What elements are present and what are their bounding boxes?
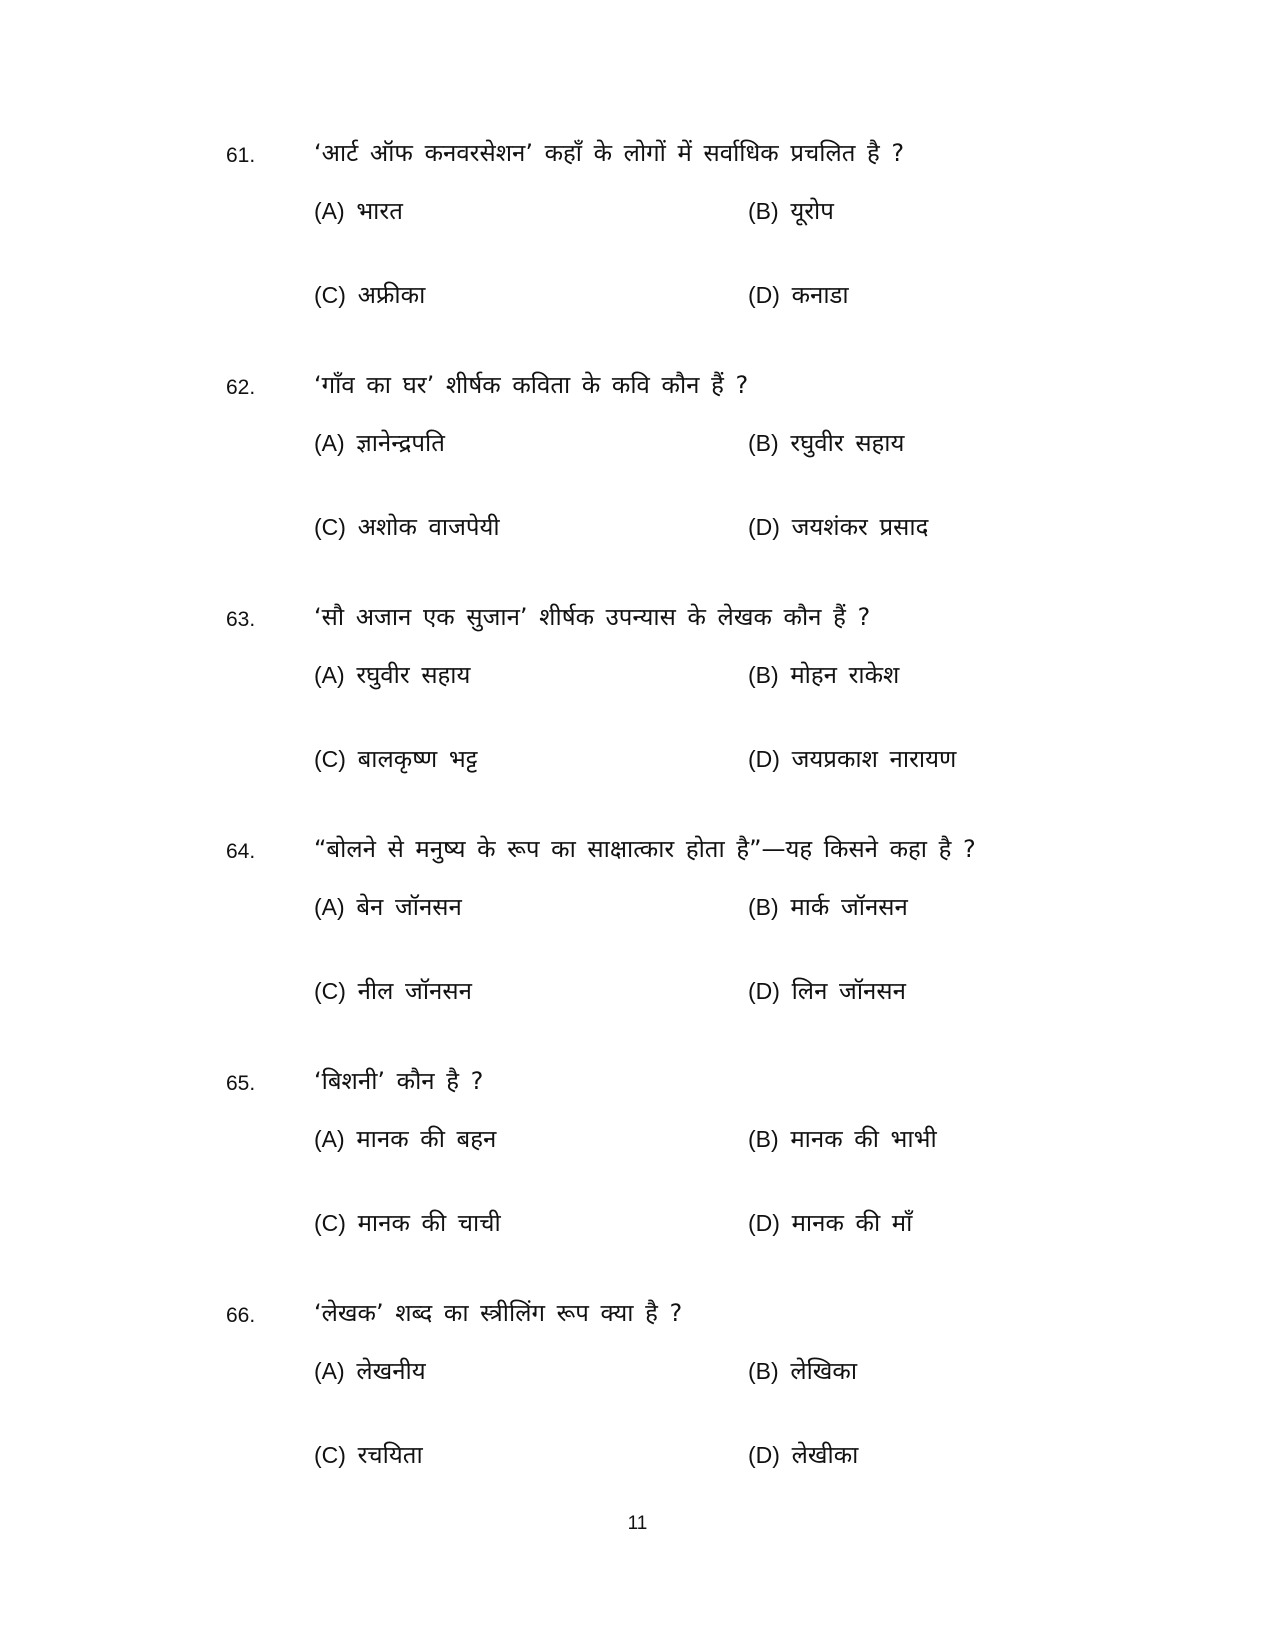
question-text: ‘बिशनी’ कौन है ? <box>314 1067 484 1095</box>
option-text: अशोक वाजपेयी <box>357 513 500 541</box>
question-text: “बोलने से मनुष्य के रूप का साक्षात्कार होता है”—यह किसने कहा है ? <box>314 835 976 863</box>
option-letter: (D) <box>748 746 780 772</box>
question-number: 61. <box>226 144 256 167</box>
option-letter: (D) <box>748 514 780 540</box>
option-letter: (D) <box>748 1210 780 1236</box>
option-text: रघुवीर सहाय <box>356 661 471 689</box>
question-61 <box>0 139 1275 372</box>
option-letter: (C) <box>314 514 346 540</box>
option-text: बेन जॉनसन <box>356 893 462 921</box>
question-63 <box>0 603 1275 836</box>
option-text: मानक की भाभी <box>790 1125 937 1153</box>
question-number: 66. <box>226 1304 256 1327</box>
option-d[interactable] <box>748 974 906 1008</box>
option-letter: (A) <box>314 1126 345 1152</box>
option-c[interactable] <box>314 1206 501 1240</box>
option-text: मोहन राकेश <box>790 661 900 689</box>
option-letter: (B) <box>748 430 779 456</box>
option-text: लेखिका <box>790 1357 858 1385</box>
option-letter: (D) <box>748 978 780 1004</box>
option-text: यूरोप <box>790 197 834 225</box>
option-letter: (C) <box>314 746 346 772</box>
option-letter: (C) <box>314 1210 346 1236</box>
option-a[interactable] <box>314 658 470 692</box>
option-b[interactable] <box>748 194 834 228</box>
option-letter: (A) <box>314 430 345 456</box>
option-b[interactable] <box>748 426 904 460</box>
option-text: लेखनीय <box>356 1357 426 1385</box>
question-number: 65. <box>226 1072 256 1095</box>
option-text: लेखीका <box>791 1441 859 1469</box>
question-text: ‘सौ अजान एक सुजान’ शीर्षक उपन्यास के लेखक कौन हैं ? <box>314 603 871 631</box>
option-letter: (B) <box>748 1126 779 1152</box>
option-a[interactable] <box>314 1354 426 1388</box>
option-b[interactable] <box>748 658 899 692</box>
option-d[interactable] <box>748 278 849 312</box>
option-letter: (C) <box>314 1442 346 1468</box>
option-b[interactable] <box>748 1354 857 1388</box>
option-text: जयशंकर प्रसाद <box>791 513 929 541</box>
option-c[interactable] <box>314 1438 423 1472</box>
option-text: मार्क जॉनसन <box>790 893 908 921</box>
option-letter: (A) <box>314 894 345 920</box>
option-text: भारत <box>356 197 403 225</box>
option-letter: (A) <box>314 198 345 224</box>
option-b[interactable] <box>748 1122 937 1156</box>
option-text: मानक की बहन <box>356 1125 497 1153</box>
question-66 <box>0 1299 1275 1532</box>
option-c[interactable] <box>314 278 425 312</box>
option-a[interactable] <box>314 426 445 460</box>
option-text: लिन जॉनसन <box>791 977 906 1005</box>
option-text: नील जॉनसन <box>357 977 472 1005</box>
option-d[interactable] <box>748 510 928 544</box>
question-number: 64. <box>226 840 256 863</box>
question-text: ‘आर्ट ऑफ कनवरसेशन’ कहाँ के लोगों में सर्वाधिक प्रचलित है ? <box>314 139 905 167</box>
option-d[interactable] <box>748 742 956 776</box>
option-b[interactable] <box>748 890 908 924</box>
option-letter: (B) <box>748 662 779 688</box>
option-text: जयप्रकाश नारायण <box>791 745 957 773</box>
option-a[interactable] <box>314 890 462 924</box>
option-text: कनाडा <box>791 281 849 309</box>
option-text: बालकृष्ण भट्ट <box>357 745 478 773</box>
option-letter: (C) <box>314 978 346 1004</box>
question-62 <box>0 371 1275 604</box>
option-text: ज्ञानेन्द्रपति <box>356 429 445 457</box>
option-text: अफ्रीका <box>357 281 426 309</box>
page-number: 11 <box>627 1513 648 1534</box>
option-c[interactable] <box>314 510 500 544</box>
question-65 <box>0 1067 1275 1300</box>
option-text: रचयिता <box>357 1441 423 1469</box>
option-text: मानक की माँ <box>791 1209 913 1237</box>
question-text: ‘गाँव का घर’ शीर्षक कविता के कवि कौन हैं ? <box>314 371 749 399</box>
option-a[interactable] <box>314 1122 496 1156</box>
option-letter: (A) <box>314 1358 345 1384</box>
option-d[interactable] <box>748 1206 912 1240</box>
option-letter: (D) <box>748 282 780 308</box>
option-letter: (A) <box>314 662 345 688</box>
option-letter: (B) <box>748 198 779 224</box>
option-d[interactable] <box>748 1438 858 1472</box>
option-a[interactable] <box>314 194 403 228</box>
option-c[interactable] <box>314 974 472 1008</box>
question-number: 62. <box>226 376 256 399</box>
option-letter: (C) <box>314 282 346 308</box>
option-text: मानक की चाची <box>357 1209 501 1237</box>
option-letter: (B) <box>748 1358 779 1384</box>
option-letter: (D) <box>748 1442 780 1468</box>
question-number: 63. <box>226 608 256 631</box>
question-text: ‘लेखक’ शब्द का स्त्रीलिंग रूप क्या है ? <box>314 1299 683 1327</box>
option-letter: (B) <box>748 894 779 920</box>
option-c[interactable] <box>314 742 478 776</box>
option-text: रघुवीर सहाय <box>790 429 905 457</box>
question-64 <box>0 835 1275 1068</box>
